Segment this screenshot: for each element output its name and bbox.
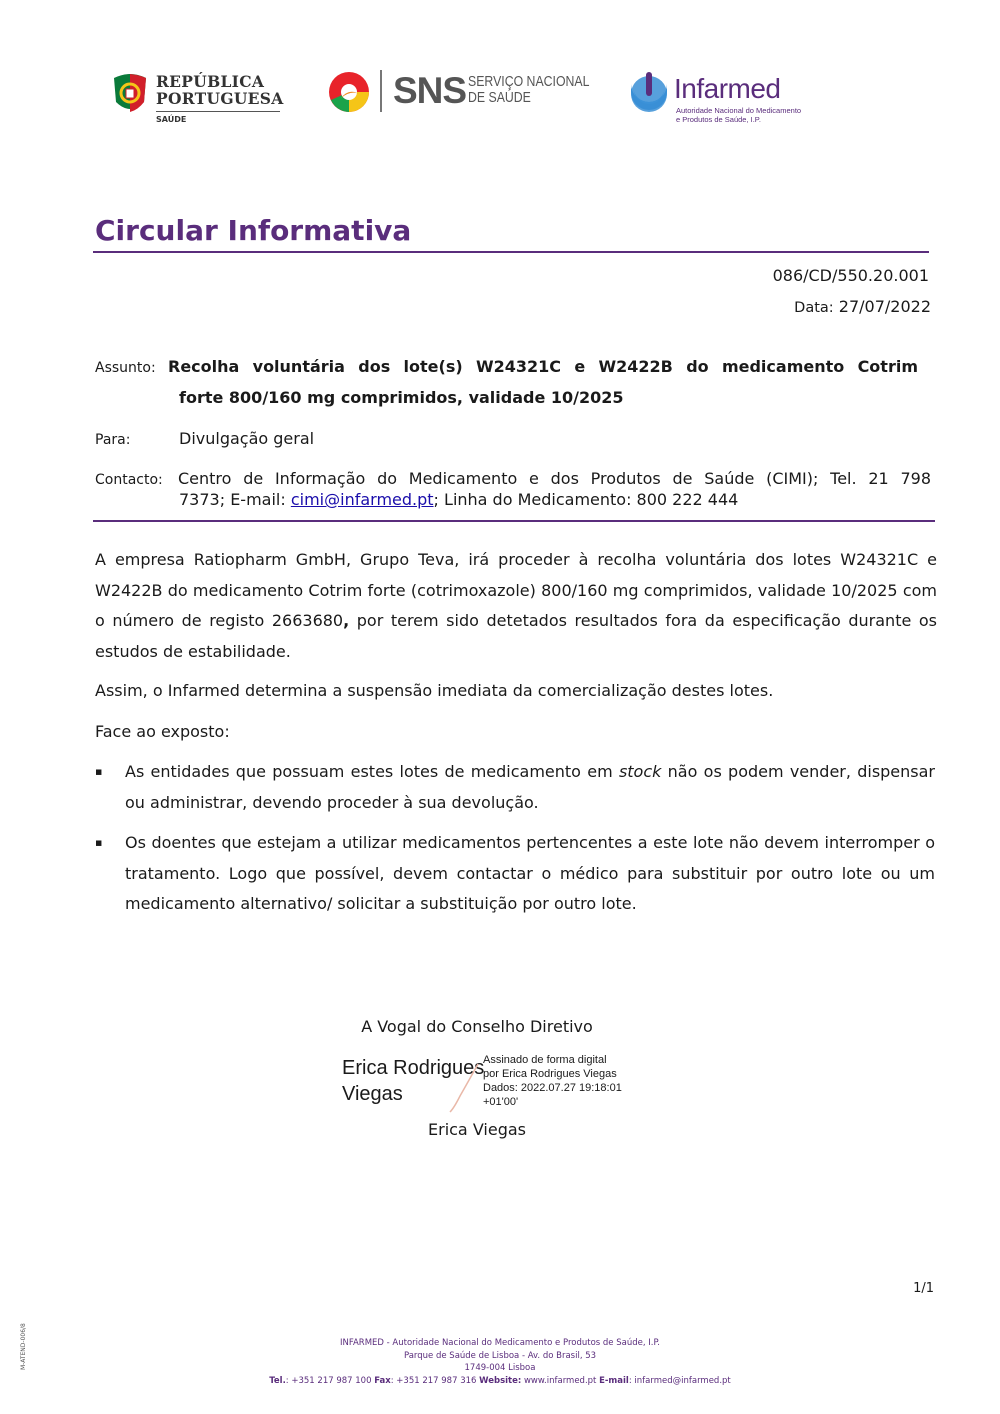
- contact-line1: Centro de Informação do Medicamento e dos Produtos de Saúde (CIMI); Tel. 21 798: [178, 469, 931, 488]
- body-paragraph-2: Assim, o Infarmed determina a suspensão imediata da comercialização destes lotes.: [95, 681, 774, 700]
- body-paragraph-3: Face ao exposto:: [95, 722, 230, 741]
- body-paragraph-1: [95, 545, 937, 667]
- infarmed-subtitle-line1: Autoridade Nacional do Medicamento: [676, 106, 802, 115]
- infarmed-logo: [627, 70, 802, 126]
- bullet-marker: ▪: [95, 765, 103, 778]
- digital-signature: [342, 1052, 632, 1114]
- infarmed-emblem-icon: [627, 70, 671, 114]
- subject-line2: forte 800/160 mg comprimidos, validade 10/2025: [179, 388, 624, 407]
- republica-department: SAÚDE: [156, 115, 187, 124]
- republica-portuguesa-emblem-icon: [110, 72, 150, 114]
- to-label: Para:: [95, 432, 131, 448]
- header-divider: [93, 520, 935, 522]
- contact-email-link[interactable]: cimi@infarmed.pt: [290, 490, 434, 509]
- document-date: [794, 297, 931, 316]
- contact-label: Contacto:: [95, 472, 163, 488]
- sns-emblem-icon: [327, 70, 371, 114]
- republica-line2: PORTUGUESA: [156, 89, 284, 108]
- footer-contacts: [0, 1375, 1000, 1388]
- contact-line2-post: ; Linha do Medicamento: 800 222 444: [433, 490, 739, 509]
- page-number: 1/1: [913, 1281, 934, 1296]
- footer-fax-value: : +351 217 987 316: [390, 1376, 477, 1386]
- footer-line2: Parque de Saúde de Lisboa - Av. do Brasil, 53: [403, 1351, 597, 1361]
- reference-number: 086/CD/550.20.001: [772, 266, 929, 285]
- digital-signature-line3: Dados: 2022.07.27 19:18:01: [483, 1082, 622, 1094]
- paragraph-1-bold-comma: ,: [343, 611, 350, 630]
- subject-label: Assunto:: [95, 360, 156, 376]
- footer-tel-label: Tel.: [269, 1376, 286, 1386]
- infarmed-subtitle-line2: e Produtos de Saúde, I.P.: [676, 115, 761, 124]
- footer-email-label: E-mail: [599, 1376, 629, 1386]
- infarmed-wordmark: Infarmed: [674, 73, 781, 104]
- digital-signature-line2: por Erica Rodrigues Viegas: [483, 1068, 617, 1080]
- bullet-1-text: [125, 757, 935, 818]
- bullet-1-post: não os podem vender, dispensar ou administrar, devendo proceder à sua devolução.: [125, 762, 936, 812]
- paragraph-1-text-end: por terem sido detetados resultados fora da especificação durante os estudos de estabilidade.: [95, 611, 938, 661]
- footer-email-value: : infarmed@infarmed.pt: [628, 1376, 731, 1386]
- document-title: Circular Informativa: [95, 214, 412, 247]
- bullet-1-pre: As entidades que possuam estes lotes de medicamento em: [125, 762, 619, 781]
- footer-line1: INFARMED - Autoridade Nacional do Medicamento e Produtos de Saúde, I.P.: [340, 1338, 660, 1348]
- signature-name-line1: Erica Rodrigues: [342, 1057, 485, 1079]
- date-value: 27/07/2022: [838, 297, 931, 316]
- digital-signature-line1: Assinado de forma digital: [483, 1054, 607, 1066]
- contact-line2: [179, 490, 738, 509]
- signatory-printed-name: Erica Viegas: [428, 1120, 526, 1139]
- sns-acronym: SNS: [393, 70, 467, 111]
- date-label: Data:: [794, 300, 834, 316]
- footer-fax-label: Fax: [374, 1376, 391, 1386]
- bullet-1-emphasis: stock: [618, 762, 662, 781]
- footer-website-value: www.infarmed.pt: [521, 1376, 597, 1386]
- footer-line3: 1749-004 Lisboa: [464, 1363, 536, 1373]
- sns-name-line1: SERVIÇO NACIONAL: [468, 73, 590, 90]
- republica-portuguesa-logo: [110, 70, 285, 128]
- sns-logo: [327, 68, 590, 116]
- signatory-role: A Vogal do Conselho Diretivo: [361, 1017, 593, 1036]
- digital-signature-info: [483, 1053, 622, 1109]
- form-code: M-ATEND-006/8: [20, 1323, 27, 1370]
- footer-tel-value: : +351 217 987 100: [285, 1376, 372, 1386]
- signature-name-line2: Viegas: [342, 1083, 403, 1105]
- sns-divider: [380, 70, 382, 112]
- digital-signature-line4: +01'00': [483, 1096, 519, 1108]
- contact-line2-pre: 7373; E-mail:: [179, 490, 291, 509]
- subject-line1: Recolha voluntária dos lote(s) W24321C e W2422B do medicamento Cotrim: [168, 357, 918, 376]
- republica-line1: REPÚBLICA: [156, 72, 265, 91]
- paragraph-1-text: A empresa Ratiopharm GmbH, Grupo Teva, irá proceder à recolha voluntária dos lotes W24321C e W2422B do medicamento Cotrim forte (cotrimoxazole) 800/160 mg comprimidos, validade 10/2025 com o número de registo 2663680: [95, 550, 937, 630]
- title-divider: [93, 251, 929, 253]
- bullet-marker: ▪: [95, 836, 103, 849]
- footer-website-label: Website:: [479, 1376, 522, 1386]
- sns-name-line2: DE SAÚDE: [468, 89, 531, 106]
- signature-stroke-icon: [448, 1062, 484, 1114]
- to-value: Divulgação geral: [179, 429, 315, 448]
- republica-divider: [156, 111, 280, 112]
- bullet-2-text: Os doentes que estejam a utilizar medicamentos pertencentes a este lote não devem interromper o tratamento. Logo que possível, devem contactar o médico para substituir por outro lote ou um medicamento alternativo/ solicitar a substituição por outro lote.: [125, 833, 935, 913]
